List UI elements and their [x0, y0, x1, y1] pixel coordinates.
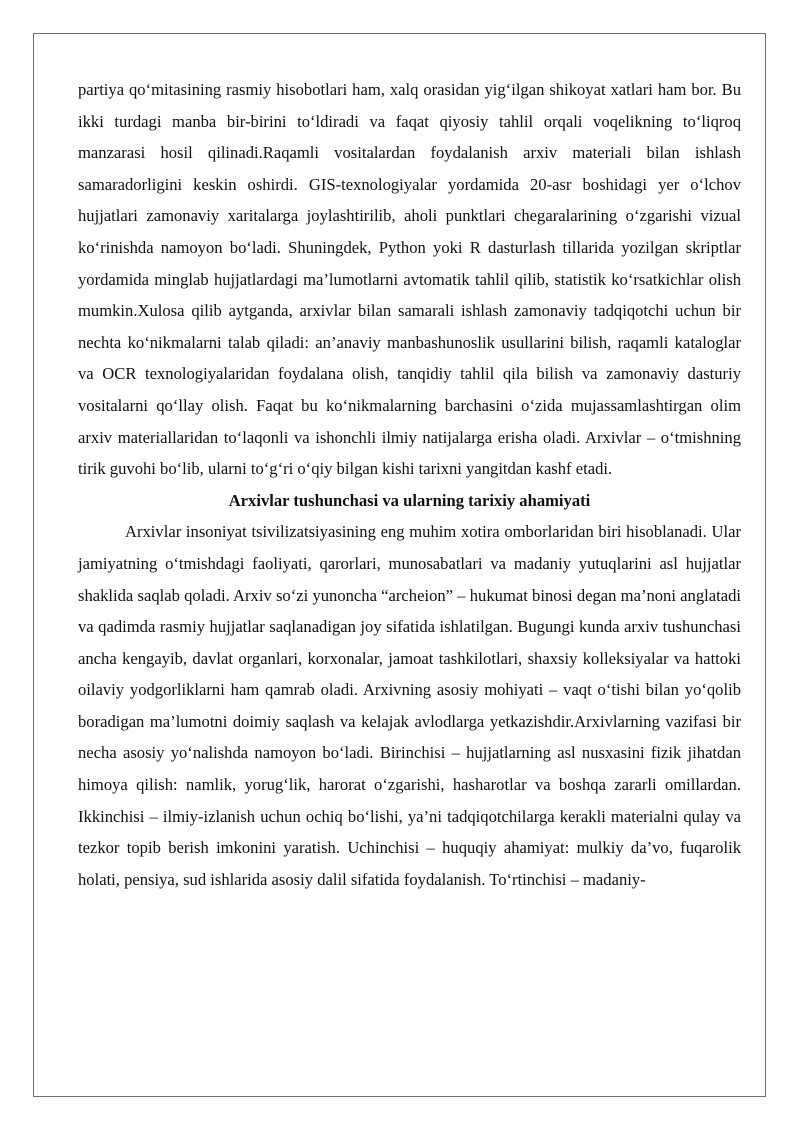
section-heading: Arxivlar tushunchasi va ularning tarixiy ahamiyati	[228, 490, 591, 510]
document-body	[78, 74, 741, 895]
paragraph-continuation: partiya qo‘mitasining rasmiy hisobotlari ham, xalq orasidan yig‘ilgan shikoyat xatlari ham bor. Bu ikki turdagi manba bir-birini to‘ldiradi va faqat qiyosiy tahlil orqali voqelikning to‘liqroq manzarasi hosil qilinadi.Raqamli vositalardan foydalanish arxiv materiali bilan ishlash samaradorligini keskin oshirdi. GIS-texnologiyalar yordamida 20-asr boshidagi yer o‘lchov hujjatlari zamonaviy xaritalarga joylashtirilib, aholi punktlari chegaralarining o‘zgarishi vizual ko‘rinishda namoyon bo‘ladi. Shuningdek, Python yoki R dasturlash tillarida yozilgan skriptlar yordamida minglab hujjatlardagi ma’lumotlarni avtomatik tahlil qilib, statistik ko‘rsatkichlar olish mumkin.Xulosa qilib aytganda, arxivlar bilan samarali ishlash zamonaviy tadqiqotchi uchun bir nechta ko‘nikmalarni talab qiladi: an’anaviy manbashunoslik usullarini bilish, raqamli kataloglar va OCR texnologiyalaridan foydalana olish, tanqidiy tahlil qila bilish va zamonaviy dasturiy vositalarni qo‘llay olish. Faqat bu ko‘nikmalarning barchasini o‘zida mujassamlashtirgan olim arxiv materiallaridan to‘laqonli va ishonchli ilmiy natijalarga erisha oladi. Arxivlar – o‘tmishning tirik guvohi bo‘lib, ularni to‘g‘ri o‘qiy bilgan kishi tarixni yangitdan kashf etadi.	[78, 80, 741, 479]
paragraph-archives-intro: Arxivlar insoniyat tsivilizatsiyasining eng muhim xotira omborlaridan biri hisoblanadi. Ular jamiyatning o‘tmishdagi faoliyati, qarorlari, munosabatlari va madaniy yutuqlarini asl hujjatlar shaklida saqlab qoladi. Arxiv so‘zi yunoncha “archeion” – hukumat binosi degan ma’noni anglatadi va qadimda rasmiy hujjatlar saqlanadigan joy sifatida ishlatilgan. Bugungi kunda arxiv tushunchasi ancha kengayib, davlat organlari, korxonalar, jamoat tashkilotlari, shaxsiy kolleksiyalar va hattoki oilaviy yodgorliklarni ham qamrab oladi. Arxivning asosiy mohiyati – vaqt o‘tishi bilan yo‘qolib boradigan ma’lumotni doimiy saqlash va kelajak avlodlarga yetkazishdir.Arxivlarning vazifasi bir necha asosiy yo‘nalishda namoyon bo‘ladi. Birinchisi – hujjatlarning asl nusxasini fizik jihatdan himoya qilish: namlik, yorug‘lik, harorat o‘zgarishi, hasharotlar va boshqa zararli omillardan. Ikkinchisi – ilmiy-izlanish uchun ochiq bo‘lishi, ya’ni tadqiqotchilarga kerakli materialni qulay va tezkor topib berish imkonini yaratish. Uchinchisi – huquqiy ahamiyat: mulkiy da’vo, fuqarolik holati, pensiya, sud ishlarida asosiy dalil sifatida foydalanish. To‘rtinchisi – madaniy-	[78, 522, 741, 889]
